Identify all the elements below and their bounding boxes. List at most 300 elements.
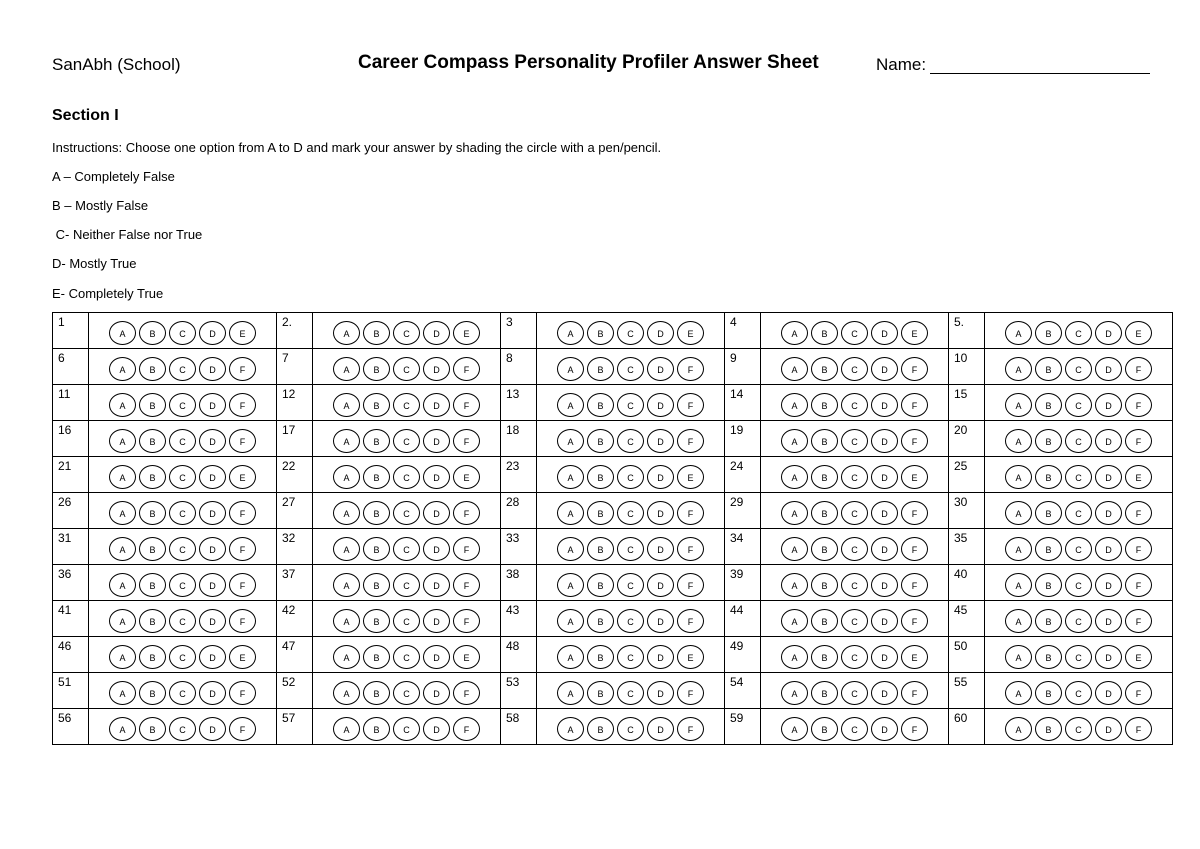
answer-bubble[interactable]: B bbox=[587, 573, 614, 597]
answer-bubble[interactable]: A bbox=[109, 465, 136, 489]
answer-bubble[interactable]: E bbox=[901, 645, 928, 669]
answer-bubble[interactable]: D bbox=[199, 609, 226, 633]
answer-bubble[interactable]: F bbox=[677, 573, 704, 597]
answer-bubble[interactable]: C bbox=[1065, 537, 1092, 561]
answer-bubble[interactable]: C bbox=[393, 501, 420, 525]
answer-bubble[interactable]: A bbox=[1005, 321, 1032, 345]
answer-bubble[interactable]: A bbox=[1005, 681, 1032, 705]
answer-bubble[interactable]: A bbox=[109, 501, 136, 525]
answer-bubble[interactable]: F bbox=[453, 681, 480, 705]
answer-bubble[interactable]: C bbox=[169, 717, 196, 741]
answer-bubble[interactable]: B bbox=[139, 573, 166, 597]
answer-bubble[interactable]: D bbox=[199, 681, 226, 705]
answer-bubble[interactable]: B bbox=[139, 609, 166, 633]
answer-bubble[interactable]: F bbox=[901, 537, 928, 561]
answer-bubble[interactable]: B bbox=[1035, 645, 1062, 669]
answer-bubble[interactable]: A bbox=[333, 609, 360, 633]
answer-bubble[interactable]: F bbox=[677, 537, 704, 561]
answer-bubble[interactable]: C bbox=[169, 429, 196, 453]
answer-bubble[interactable]: C bbox=[617, 357, 644, 381]
answer-bubble[interactable]: D bbox=[647, 321, 674, 345]
answer-bubble[interactable]: F bbox=[1125, 717, 1152, 741]
answer-bubble[interactable]: A bbox=[781, 645, 808, 669]
answer-bubble[interactable]: C bbox=[617, 465, 644, 489]
answer-bubble[interactable]: F bbox=[453, 357, 480, 381]
answer-bubble[interactable]: F bbox=[901, 573, 928, 597]
answer-bubble[interactable]: F bbox=[1125, 681, 1152, 705]
answer-bubble[interactable]: C bbox=[393, 573, 420, 597]
answer-bubble[interactable]: B bbox=[363, 645, 390, 669]
answer-bubble[interactable]: A bbox=[109, 645, 136, 669]
answer-bubble[interactable]: C bbox=[617, 501, 644, 525]
answer-bubble[interactable]: A bbox=[333, 393, 360, 417]
answer-bubble[interactable]: A bbox=[557, 537, 584, 561]
answer-bubble[interactable]: D bbox=[647, 573, 674, 597]
answer-bubble[interactable]: C bbox=[169, 501, 196, 525]
answer-bubble[interactable]: B bbox=[811, 321, 838, 345]
answer-bubble[interactable]: E bbox=[677, 645, 704, 669]
answer-bubble[interactable]: D bbox=[1095, 465, 1122, 489]
answer-bubble[interactable]: C bbox=[617, 681, 644, 705]
answer-bubble[interactable]: F bbox=[1125, 357, 1152, 381]
answer-bubble[interactable]: F bbox=[677, 501, 704, 525]
answer-bubble[interactable]: D bbox=[423, 717, 450, 741]
answer-bubble[interactable]: A bbox=[781, 537, 808, 561]
answer-bubble[interactable]: B bbox=[139, 357, 166, 381]
answer-bubble[interactable]: A bbox=[333, 645, 360, 669]
answer-bubble[interactable]: C bbox=[393, 393, 420, 417]
answer-bubble[interactable]: C bbox=[841, 681, 868, 705]
answer-bubble[interactable]: D bbox=[199, 645, 226, 669]
answer-bubble[interactable]: C bbox=[393, 681, 420, 705]
answer-bubble[interactable]: F bbox=[677, 393, 704, 417]
answer-bubble[interactable]: C bbox=[841, 717, 868, 741]
answer-bubble[interactable]: B bbox=[587, 609, 614, 633]
answer-bubble[interactable]: A bbox=[1005, 501, 1032, 525]
answer-bubble[interactable]: A bbox=[109, 537, 136, 561]
answer-bubble[interactable]: C bbox=[841, 393, 868, 417]
answer-bubble[interactable]: A bbox=[109, 717, 136, 741]
answer-bubble[interactable]: A bbox=[1005, 717, 1032, 741]
answer-bubble[interactable]: B bbox=[811, 537, 838, 561]
answer-bubble[interactable]: B bbox=[811, 681, 838, 705]
answer-bubble[interactable]: F bbox=[229, 429, 256, 453]
answer-bubble[interactable]: C bbox=[393, 645, 420, 669]
answer-bubble[interactable]: D bbox=[423, 609, 450, 633]
answer-bubble[interactable]: C bbox=[841, 609, 868, 633]
answer-bubble[interactable]: C bbox=[1065, 717, 1092, 741]
answer-bubble[interactable]: B bbox=[1035, 537, 1062, 561]
answer-bubble[interactable]: B bbox=[363, 321, 390, 345]
answer-bubble[interactable]: A bbox=[557, 429, 584, 453]
answer-bubble[interactable]: C bbox=[841, 573, 868, 597]
answer-bubble[interactable]: F bbox=[229, 501, 256, 525]
answer-bubble[interactable]: C bbox=[617, 429, 644, 453]
answer-bubble[interactable]: A bbox=[557, 501, 584, 525]
answer-bubble[interactable]: A bbox=[333, 429, 360, 453]
answer-bubble[interactable]: C bbox=[1065, 681, 1092, 705]
answer-bubble[interactable]: B bbox=[363, 717, 390, 741]
answer-bubble[interactable]: A bbox=[781, 609, 808, 633]
answer-bubble[interactable]: C bbox=[617, 609, 644, 633]
answer-bubble[interactable]: D bbox=[871, 537, 898, 561]
answer-bubble[interactable]: C bbox=[393, 321, 420, 345]
answer-bubble[interactable]: B bbox=[587, 321, 614, 345]
answer-bubble[interactable]: B bbox=[811, 645, 838, 669]
answer-bubble[interactable]: B bbox=[811, 717, 838, 741]
answer-bubble[interactable]: B bbox=[363, 681, 390, 705]
answer-bubble[interactable]: D bbox=[647, 357, 674, 381]
answer-bubble[interactable]: D bbox=[199, 393, 226, 417]
answer-bubble[interactable]: A bbox=[781, 681, 808, 705]
answer-bubble[interactable]: C bbox=[841, 429, 868, 453]
answer-bubble[interactable]: B bbox=[1035, 501, 1062, 525]
answer-bubble[interactable]: A bbox=[781, 429, 808, 453]
answer-bubble[interactable]: F bbox=[229, 681, 256, 705]
answer-bubble[interactable]: D bbox=[199, 429, 226, 453]
answer-bubble[interactable]: A bbox=[781, 465, 808, 489]
answer-bubble[interactable]: A bbox=[1005, 393, 1032, 417]
answer-bubble[interactable]: D bbox=[423, 465, 450, 489]
answer-bubble[interactable]: D bbox=[1095, 609, 1122, 633]
answer-bubble[interactable]: F bbox=[677, 681, 704, 705]
answer-bubble[interactable]: C bbox=[1065, 321, 1092, 345]
answer-bubble[interactable]: C bbox=[393, 357, 420, 381]
answer-bubble[interactable]: B bbox=[363, 429, 390, 453]
answer-bubble[interactable]: D bbox=[647, 609, 674, 633]
answer-bubble[interactable]: C bbox=[169, 681, 196, 705]
answer-bubble[interactable]: D bbox=[647, 429, 674, 453]
answer-bubble[interactable]: A bbox=[333, 717, 360, 741]
answer-bubble[interactable]: D bbox=[423, 357, 450, 381]
answer-bubble[interactable]: C bbox=[1065, 501, 1092, 525]
answer-bubble[interactable]: A bbox=[557, 645, 584, 669]
answer-bubble[interactable]: B bbox=[1035, 465, 1062, 489]
answer-bubble[interactable]: B bbox=[811, 465, 838, 489]
answer-bubble[interactable]: B bbox=[587, 717, 614, 741]
answer-bubble[interactable]: D bbox=[423, 681, 450, 705]
answer-bubble[interactable]: A bbox=[781, 393, 808, 417]
answer-bubble[interactable]: C bbox=[841, 537, 868, 561]
answer-bubble[interactable]: C bbox=[169, 645, 196, 669]
answer-bubble[interactable]: D bbox=[199, 357, 226, 381]
answer-bubble[interactable]: A bbox=[557, 393, 584, 417]
answer-bubble[interactable]: F bbox=[1125, 609, 1152, 633]
answer-bubble[interactable]: D bbox=[423, 645, 450, 669]
answer-bubble[interactable]: F bbox=[677, 429, 704, 453]
answer-bubble[interactable]: B bbox=[811, 573, 838, 597]
answer-bubble[interactable]: E bbox=[677, 321, 704, 345]
answer-bubble[interactable]: C bbox=[617, 717, 644, 741]
answer-bubble[interactable]: E bbox=[1125, 321, 1152, 345]
answer-bubble[interactable]: E bbox=[677, 465, 704, 489]
answer-bubble[interactable]: B bbox=[587, 501, 614, 525]
answer-bubble[interactable]: F bbox=[901, 501, 928, 525]
answer-bubble[interactable]: C bbox=[169, 465, 196, 489]
answer-bubble[interactable]: D bbox=[871, 681, 898, 705]
answer-bubble[interactable]: B bbox=[1035, 429, 1062, 453]
answer-bubble[interactable]: B bbox=[363, 393, 390, 417]
answer-bubble[interactable]: A bbox=[781, 321, 808, 345]
answer-bubble[interactable]: C bbox=[617, 573, 644, 597]
answer-bubble[interactable]: F bbox=[453, 429, 480, 453]
answer-bubble[interactable]: C bbox=[169, 573, 196, 597]
answer-bubble[interactable]: D bbox=[423, 393, 450, 417]
answer-bubble[interactable]: D bbox=[1095, 645, 1122, 669]
answer-bubble[interactable]: A bbox=[109, 321, 136, 345]
answer-bubble[interactable]: A bbox=[1005, 573, 1032, 597]
answer-bubble[interactable]: A bbox=[333, 537, 360, 561]
answer-bubble[interactable]: A bbox=[1005, 357, 1032, 381]
answer-bubble[interactable]: A bbox=[109, 393, 136, 417]
answer-bubble[interactable]: F bbox=[1125, 501, 1152, 525]
answer-bubble[interactable]: F bbox=[453, 537, 480, 561]
answer-bubble[interactable]: F bbox=[677, 357, 704, 381]
answer-bubble[interactable]: B bbox=[363, 465, 390, 489]
answer-bubble[interactable]: D bbox=[647, 465, 674, 489]
answer-bubble[interactable]: A bbox=[557, 681, 584, 705]
answer-bubble[interactable]: F bbox=[453, 573, 480, 597]
answer-bubble[interactable]: A bbox=[1005, 537, 1032, 561]
answer-bubble[interactable]: C bbox=[393, 537, 420, 561]
answer-bubble[interactable]: E bbox=[901, 465, 928, 489]
answer-bubble[interactable]: B bbox=[139, 537, 166, 561]
answer-bubble[interactable]: C bbox=[617, 537, 644, 561]
answer-bubble[interactable]: B bbox=[587, 645, 614, 669]
answer-bubble[interactable]: B bbox=[811, 429, 838, 453]
answer-bubble[interactable]: D bbox=[1095, 573, 1122, 597]
answer-bubble[interactable]: A bbox=[557, 609, 584, 633]
answer-bubble[interactable]: F bbox=[453, 717, 480, 741]
answer-bubble[interactable]: B bbox=[811, 609, 838, 633]
answer-bubble[interactable]: E bbox=[453, 321, 480, 345]
answer-bubble[interactable]: B bbox=[139, 501, 166, 525]
answer-bubble[interactable]: C bbox=[169, 357, 196, 381]
answer-bubble[interactable]: B bbox=[1035, 393, 1062, 417]
answer-bubble[interactable]: E bbox=[453, 645, 480, 669]
answer-bubble[interactable]: C bbox=[841, 645, 868, 669]
answer-bubble[interactable]: D bbox=[871, 393, 898, 417]
answer-bubble[interactable]: B bbox=[1035, 573, 1062, 597]
answer-bubble[interactable]: B bbox=[139, 645, 166, 669]
answer-bubble[interactable]: E bbox=[453, 465, 480, 489]
answer-bubble[interactable]: D bbox=[647, 645, 674, 669]
answer-bubble[interactable]: A bbox=[1005, 609, 1032, 633]
answer-bubble[interactable]: D bbox=[871, 573, 898, 597]
answer-bubble[interactable]: B bbox=[1035, 681, 1062, 705]
answer-bubble[interactable]: C bbox=[169, 537, 196, 561]
answer-bubble[interactable]: A bbox=[557, 717, 584, 741]
answer-bubble[interactable]: B bbox=[1035, 609, 1062, 633]
answer-bubble[interactable]: D bbox=[871, 357, 898, 381]
answer-bubble[interactable]: D bbox=[423, 501, 450, 525]
answer-bubble[interactable]: F bbox=[229, 357, 256, 381]
answer-bubble[interactable]: A bbox=[1005, 645, 1032, 669]
answer-bubble[interactable]: B bbox=[811, 501, 838, 525]
answer-bubble[interactable]: C bbox=[617, 645, 644, 669]
answer-bubble[interactable]: D bbox=[647, 717, 674, 741]
answer-bubble[interactable]: A bbox=[557, 465, 584, 489]
answer-bubble[interactable]: F bbox=[901, 717, 928, 741]
answer-bubble[interactable]: F bbox=[229, 573, 256, 597]
answer-bubble[interactable]: C bbox=[393, 429, 420, 453]
answer-bubble[interactable]: A bbox=[333, 573, 360, 597]
answer-bubble[interactable]: D bbox=[647, 537, 674, 561]
answer-bubble[interactable]: B bbox=[139, 321, 166, 345]
answer-bubble[interactable]: D bbox=[871, 645, 898, 669]
answer-bubble[interactable]: A bbox=[781, 717, 808, 741]
answer-bubble[interactable]: A bbox=[333, 465, 360, 489]
answer-bubble[interactable]: B bbox=[587, 537, 614, 561]
answer-bubble[interactable]: A bbox=[781, 357, 808, 381]
answer-bubble[interactable]: D bbox=[199, 717, 226, 741]
answer-bubble[interactable]: D bbox=[871, 321, 898, 345]
answer-bubble[interactable]: B bbox=[587, 393, 614, 417]
answer-bubble[interactable]: D bbox=[199, 537, 226, 561]
answer-bubble[interactable]: D bbox=[1095, 537, 1122, 561]
answer-bubble[interactable]: C bbox=[1065, 357, 1092, 381]
answer-bubble[interactable]: B bbox=[139, 429, 166, 453]
answer-bubble[interactable]: B bbox=[363, 609, 390, 633]
answer-bubble[interactable]: A bbox=[109, 681, 136, 705]
answer-bubble[interactable]: F bbox=[901, 609, 928, 633]
answer-bubble[interactable]: C bbox=[841, 501, 868, 525]
answer-bubble[interactable]: A bbox=[557, 573, 584, 597]
answer-bubble[interactable]: D bbox=[199, 573, 226, 597]
answer-bubble[interactable]: B bbox=[811, 357, 838, 381]
answer-bubble[interactable]: B bbox=[139, 465, 166, 489]
name-field[interactable] bbox=[930, 73, 1150, 74]
answer-bubble[interactable]: B bbox=[1035, 321, 1062, 345]
answer-bubble[interactable]: E bbox=[1125, 645, 1152, 669]
answer-bubble[interactable]: D bbox=[423, 537, 450, 561]
answer-bubble[interactable]: A bbox=[333, 321, 360, 345]
answer-bubble[interactable]: D bbox=[871, 429, 898, 453]
answer-bubble[interactable]: A bbox=[557, 357, 584, 381]
answer-bubble[interactable]: B bbox=[139, 393, 166, 417]
answer-bubble[interactable]: B bbox=[811, 393, 838, 417]
answer-bubble[interactable]: C bbox=[1065, 429, 1092, 453]
answer-bubble[interactable]: F bbox=[453, 501, 480, 525]
answer-bubble[interactable]: D bbox=[1095, 321, 1122, 345]
answer-bubble[interactable]: B bbox=[587, 465, 614, 489]
answer-bubble[interactable]: C bbox=[1065, 573, 1092, 597]
answer-bubble[interactable]: F bbox=[901, 357, 928, 381]
answer-bubble[interactable]: F bbox=[229, 609, 256, 633]
answer-bubble[interactable]: D bbox=[1095, 681, 1122, 705]
answer-bubble[interactable]: D bbox=[1095, 357, 1122, 381]
answer-bubble[interactable]: A bbox=[109, 609, 136, 633]
answer-bubble[interactable]: C bbox=[393, 609, 420, 633]
answer-bubble[interactable]: C bbox=[393, 465, 420, 489]
answer-bubble[interactable]: E bbox=[229, 645, 256, 669]
answer-bubble[interactable]: A bbox=[781, 501, 808, 525]
answer-bubble[interactable]: A bbox=[333, 501, 360, 525]
answer-bubble[interactable]: B bbox=[1035, 717, 1062, 741]
answer-bubble[interactable]: A bbox=[781, 573, 808, 597]
answer-bubble[interactable]: D bbox=[199, 501, 226, 525]
answer-bubble[interactable]: C bbox=[393, 717, 420, 741]
answer-bubble[interactable]: F bbox=[229, 717, 256, 741]
answer-bubble[interactable]: D bbox=[1095, 717, 1122, 741]
answer-bubble[interactable]: E bbox=[229, 321, 256, 345]
answer-bubble[interactable]: E bbox=[901, 321, 928, 345]
answer-bubble[interactable]: C bbox=[617, 321, 644, 345]
answer-bubble[interactable]: B bbox=[363, 501, 390, 525]
answer-bubble[interactable]: E bbox=[1125, 465, 1152, 489]
answer-bubble[interactable]: B bbox=[587, 681, 614, 705]
answer-bubble[interactable]: A bbox=[557, 321, 584, 345]
answer-bubble[interactable]: A bbox=[109, 573, 136, 597]
answer-bubble[interactable]: C bbox=[841, 357, 868, 381]
answer-bubble[interactable]: C bbox=[841, 465, 868, 489]
answer-bubble[interactable]: F bbox=[453, 609, 480, 633]
answer-bubble[interactable]: F bbox=[901, 681, 928, 705]
answer-bubble[interactable]: B bbox=[587, 429, 614, 453]
answer-bubble[interactable]: A bbox=[333, 681, 360, 705]
answer-bubble[interactable]: F bbox=[901, 429, 928, 453]
answer-bubble[interactable]: F bbox=[229, 393, 256, 417]
answer-bubble[interactable]: D bbox=[199, 465, 226, 489]
answer-bubble[interactable]: D bbox=[423, 321, 450, 345]
answer-bubble[interactable]: F bbox=[1125, 393, 1152, 417]
answer-bubble[interactable]: D bbox=[871, 717, 898, 741]
answer-bubble[interactable]: F bbox=[1125, 573, 1152, 597]
answer-bubble[interactable]: D bbox=[199, 321, 226, 345]
answer-bubble[interactable]: C bbox=[169, 321, 196, 345]
answer-bubble[interactable]: A bbox=[333, 357, 360, 381]
answer-bubble[interactable]: A bbox=[1005, 465, 1032, 489]
answer-bubble[interactable]: D bbox=[647, 393, 674, 417]
answer-bubble[interactable]: D bbox=[1095, 429, 1122, 453]
answer-bubble[interactable]: B bbox=[363, 573, 390, 597]
answer-bubble[interactable]: D bbox=[423, 429, 450, 453]
answer-bubble[interactable]: F bbox=[901, 393, 928, 417]
answer-bubble[interactable]: B bbox=[587, 357, 614, 381]
answer-bubble[interactable]: D bbox=[647, 681, 674, 705]
answer-bubble[interactable]: D bbox=[871, 501, 898, 525]
answer-bubble[interactable]: E bbox=[229, 465, 256, 489]
answer-bubble[interactable]: B bbox=[1035, 357, 1062, 381]
answer-bubble[interactable]: C bbox=[1065, 645, 1092, 669]
answer-bubble[interactable]: B bbox=[363, 537, 390, 561]
answer-bubble[interactable]: D bbox=[1095, 501, 1122, 525]
answer-bubble[interactable]: D bbox=[871, 465, 898, 489]
answer-bubble[interactable]: D bbox=[423, 573, 450, 597]
answer-bubble[interactable]: F bbox=[453, 393, 480, 417]
answer-bubble[interactable]: C bbox=[1065, 393, 1092, 417]
answer-bubble[interactable]: F bbox=[229, 537, 256, 561]
answer-bubble[interactable]: C bbox=[169, 393, 196, 417]
answer-bubble[interactable]: F bbox=[677, 717, 704, 741]
answer-bubble[interactable]: A bbox=[1005, 429, 1032, 453]
answer-bubble[interactable]: A bbox=[109, 357, 136, 381]
answer-bubble[interactable]: F bbox=[677, 609, 704, 633]
answer-bubble[interactable]: C bbox=[169, 609, 196, 633]
answer-bubble[interactable]: C bbox=[1065, 465, 1092, 489]
answer-bubble[interactable]: C bbox=[1065, 609, 1092, 633]
answer-bubble[interactable]: B bbox=[139, 717, 166, 741]
answer-bubble[interactable]: D bbox=[1095, 393, 1122, 417]
answer-bubble[interactable]: D bbox=[647, 501, 674, 525]
answer-bubble[interactable]: F bbox=[1125, 537, 1152, 561]
answer-bubble[interactable]: B bbox=[363, 357, 390, 381]
answer-bubble[interactable]: C bbox=[617, 393, 644, 417]
answer-bubble[interactable]: C bbox=[841, 321, 868, 345]
answer-bubble[interactable]: D bbox=[871, 609, 898, 633]
answer-bubble[interactable]: F bbox=[1125, 429, 1152, 453]
answer-bubble[interactable]: A bbox=[109, 429, 136, 453]
